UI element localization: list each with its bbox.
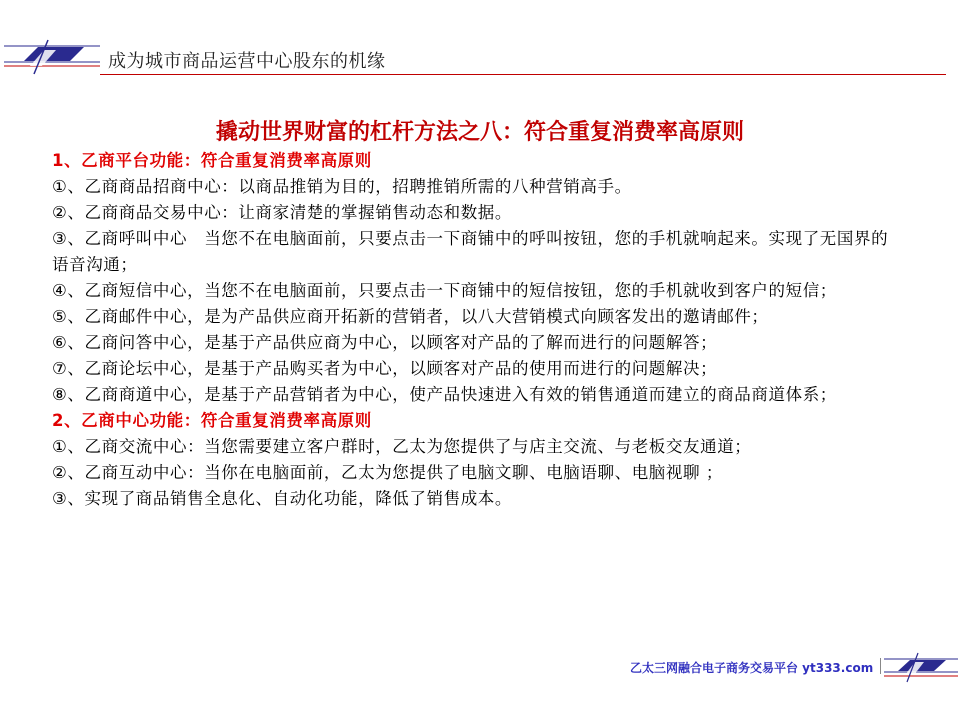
list-item: ②、乙商商品交易中心：让商家清楚的掌握销售动态和数据。 (52, 203, 512, 222)
header-divider (100, 74, 946, 75)
list-item: ③、乙商呼叫中心 当您不在电脑面前，只要点击一下商铺中的呼叫按钮，您的手机就响起来。实现了无国界的语音沟通； (52, 229, 889, 274)
footer-branding: 乙太三网融合电子商务交易平台 yt333.com (630, 661, 874, 675)
list-item: ④、乙商短信中心，当您不在电脑面前，只要点击一下商铺中的短信按钮，您的手机就收到客户的短信； (52, 281, 837, 300)
list-item: ③、实现了商品销售全息化、自动化功能，降低了销售成本。 (52, 489, 512, 508)
list-item: ⑤、乙商邮件中心，是为产品供应商开拓新的营销者，以八大营销模式向顾客发出的邀请邮件； (52, 307, 769, 326)
brand-logo-icon (4, 36, 100, 76)
slide-body (52, 148, 902, 512)
list-item: ①、乙商商品招商中心：以商品推销为目的，招聘推销所需的八种营销高手。 (52, 177, 632, 196)
section-heading: 1、乙商平台功能：符合重复消费率高原则 (52, 151, 372, 170)
section-heading: 2、乙商中心功能：符合重复消费率高原则 (52, 411, 372, 430)
list-item: ①、乙商交流中心：当您需要建立客户群时，乙太为您提供了与店主交流、与老板交友通道； (52, 437, 752, 456)
footer-divider (880, 658, 881, 674)
footer-logo-icon (884, 650, 958, 684)
list-item: ⑦、乙商论坛中心，是基于产品购买者为中心，以顾客对产品的使用而进行的问题解决； (52, 359, 718, 378)
list-item: ②、乙商互动中心：当你在电脑面前，乙太为您提供了电脑文聊、电脑语聊、电脑视聊 ； (52, 463, 724, 482)
list-item: ⑧、乙商商道中心，是基于产品营销者为中心，使产品快速进入有效的销售通道而建立的商品商道体系； (52, 385, 837, 404)
list-item: ⑥、乙商问答中心，是基于产品供应商为中心，以顾客对产品的了解而进行的问题解答； (52, 333, 718, 352)
slide-title: 撬动世界财富的杠杆方法之八：符合重复消费率高原则 (215, 119, 744, 145)
header-title: 成为城市商品运营中心股东的机缘 (108, 51, 386, 72)
